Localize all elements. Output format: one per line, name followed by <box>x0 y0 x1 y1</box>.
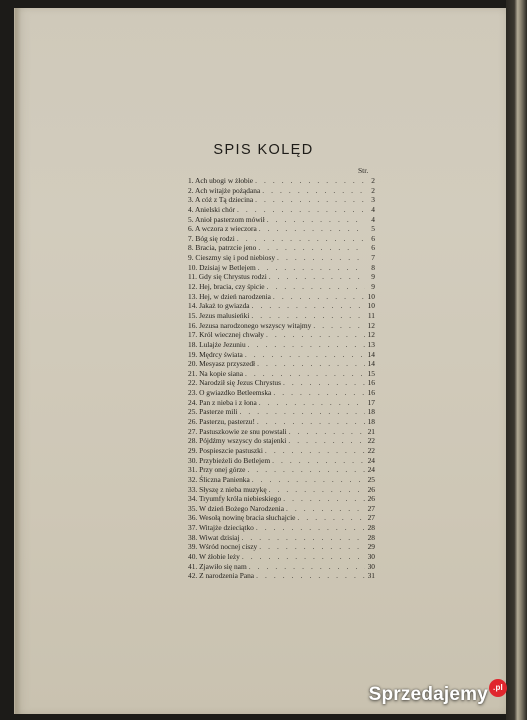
toc-entry-title: 5. Anioł pasterzom mówił <box>188 214 265 224</box>
toc-leader-dots <box>259 398 365 408</box>
toc-entry-page: 12 <box>367 330 375 340</box>
toc-entry-page: 13 <box>367 339 375 349</box>
toc-leader-dots <box>249 562 365 572</box>
toc-leader-dots <box>267 282 365 292</box>
toc-entry-page: 26 <box>367 494 375 504</box>
toc-entry-title: 41. Zjawiło się nam <box>188 561 247 571</box>
toc-entry-title: 3. A cóż z Tą dziecina <box>188 195 254 205</box>
toc-entry <box>188 465 375 475</box>
toc-leader-dots <box>257 417 365 427</box>
toc-leader-dots <box>237 205 365 215</box>
toc-entry <box>188 292 375 302</box>
toc-entry-page: 9 <box>371 282 375 292</box>
toc-entry-title: 12. Hej, bracia, czy śpicie <box>188 282 265 292</box>
toc-entry-page: 8 <box>371 262 375 272</box>
toc-entry-page: 27 <box>367 513 375 523</box>
toc-entry <box>188 195 375 205</box>
toc-entry <box>188 205 375 215</box>
toc-leader-dots <box>252 301 365 311</box>
toc-entry <box>188 571 375 581</box>
toc-entry-page: 14 <box>367 349 375 359</box>
toc-entry-title: 17. Król wiecznej chwały <box>188 330 264 340</box>
toc-entry-title: 24. Pan z nieba i z łona <box>188 397 257 407</box>
toc-leader-dots <box>256 571 365 581</box>
toc-entry <box>188 417 375 427</box>
toc-entry <box>188 504 375 514</box>
toc-entry <box>188 456 375 466</box>
toc-entry-title: 34. Tryumfy króla niebieskiego <box>188 494 282 504</box>
toc-entry-title: 22. Narodził się Jezus Chrystus <box>188 378 281 388</box>
toc-entry-title: 20. Mesyasz przyszedł <box>188 359 256 369</box>
toc-leader-dots <box>283 494 365 504</box>
watermark-badge: .pl <box>489 679 507 697</box>
toc-entry-title: 13. Hej, w dzień narodzenia <box>188 291 271 301</box>
toc-entry-title: 18. Lulajże Jezuniu <box>188 339 246 349</box>
toc-entry-title: 40. W żłobie leży <box>188 551 240 561</box>
toc-entry-title: 28. Pójdźmy wszyscy do stajenki <box>188 436 287 446</box>
toc-entry-page: 27 <box>367 503 375 513</box>
toc-entry-page: 10 <box>367 301 375 311</box>
toc-entry <box>188 407 375 417</box>
toc-leader-dots <box>245 350 365 360</box>
toc-entry <box>188 562 375 572</box>
toc-entry <box>188 224 375 234</box>
toc-leader-dots <box>297 513 365 523</box>
toc-entry <box>188 321 375 331</box>
toc-entry-page: 6 <box>371 243 375 253</box>
toc-entry <box>188 369 375 379</box>
toc-entry-page: 26 <box>367 484 375 494</box>
toc-entry <box>188 446 375 456</box>
toc-leader-dots <box>259 224 365 234</box>
toc-leader-dots <box>269 272 365 282</box>
toc-entry-title: 1. Ach ubogi w żłobie <box>188 176 254 185</box>
toc-entry-page: 16 <box>367 388 375 398</box>
toc-entry <box>188 176 375 186</box>
table-of-contents <box>188 176 375 581</box>
toc-leader-dots <box>258 263 365 273</box>
toc-leader-dots <box>247 465 365 475</box>
toc-leader-dots <box>313 321 365 331</box>
toc-entry-title: 14. Jakaż to gwiazda <box>188 301 250 311</box>
toc-leader-dots <box>248 340 365 350</box>
toc-entry-page: 16 <box>367 378 375 388</box>
toc-entry-title: 30. Przybieżeli do Betlejem <box>188 455 271 465</box>
toc-entry <box>188 542 375 552</box>
toc-entry-page: 25 <box>367 474 375 484</box>
page-title: SPIS KOLĘD <box>213 142 314 158</box>
toc-entry <box>188 272 375 282</box>
toc-entry-title: 42. Z narodzenia Pana <box>188 571 255 581</box>
toc-leader-dots <box>255 176 365 186</box>
toc-leader-dots <box>252 475 365 485</box>
toc-entry-title: 7. Bóg się rodzi <box>188 233 235 243</box>
toc-entry-page: 29 <box>367 542 375 552</box>
toc-leader-dots <box>245 369 365 379</box>
toc-entry <box>188 388 375 398</box>
toc-entry <box>188 340 375 350</box>
toc-entry-page: 30 <box>367 561 375 571</box>
toc-entry-title: 16. Jezusa narodzonego wszyscy witajmy <box>188 320 312 330</box>
toc-entry-page: 21 <box>367 426 375 436</box>
booklet-edge <box>506 0 527 720</box>
toc-entry <box>188 301 375 311</box>
toc-leader-dots <box>273 292 365 302</box>
toc-leader-dots <box>255 195 365 205</box>
toc-leader-dots <box>259 542 365 552</box>
toc-leader-dots <box>242 552 365 562</box>
toc-entry-page: 22 <box>367 436 375 446</box>
toc-entry-page: 12 <box>367 320 375 330</box>
toc-entry-page: 7 <box>371 253 375 263</box>
toc-entry-title: 37. Witajże dzieciątko <box>188 523 254 533</box>
toc-entry-title: 26. Pasterzu, pasterzu! <box>188 417 255 427</box>
toc-entry-page: 15 <box>367 368 375 378</box>
toc-entry <box>188 311 375 321</box>
toc-entry-title: 2. Ach witajże pożądana <box>188 185 261 195</box>
toc-entry-page: 24 <box>367 455 375 465</box>
page-spine-shadow <box>15 8 21 714</box>
toc-entry-title: 29. Pospieszcie pastuszki <box>188 445 263 455</box>
toc-entry-page: 14 <box>367 359 375 369</box>
toc-entry-page: 2 <box>371 185 375 195</box>
toc-entry-page: 2 <box>371 176 375 185</box>
page-column-label: Str. <box>358 166 369 175</box>
toc-entry <box>188 427 375 437</box>
toc-entry-title: 4. Anielski chór <box>188 204 236 214</box>
toc-entry <box>188 552 375 562</box>
toc-entry-title: 25. Pasterze mili <box>188 407 238 417</box>
toc-leader-dots <box>266 330 365 340</box>
toc-entry-page: 5 <box>371 224 375 234</box>
toc-entry <box>188 436 375 446</box>
toc-entry-page: 9 <box>371 272 375 282</box>
toc-entry <box>188 263 375 273</box>
toc-entry-title: 8. Bracia, patrzcie jeno <box>188 243 257 253</box>
toc-entry-title: 19. Mędrcy świata <box>188 349 243 359</box>
toc-leader-dots <box>265 446 365 456</box>
watermark <box>369 684 507 706</box>
toc-entry <box>188 533 375 543</box>
toc-entry <box>188 186 375 196</box>
toc-entry-page: 18 <box>367 417 375 427</box>
toc-leader-dots <box>256 523 365 533</box>
toc-entry <box>188 378 375 388</box>
toc-entry-title: 32. Śliczna Panienka <box>188 474 250 484</box>
toc-entry-page: 28 <box>367 523 375 533</box>
toc-entry-title: 15. Jezus malusieńki <box>188 310 250 320</box>
toc-leader-dots <box>286 504 365 514</box>
toc-entry-page: 28 <box>367 532 375 542</box>
toc-entry-title: 23. O gwiazdko Betleemska <box>188 388 272 398</box>
toc-leader-dots <box>239 407 365 417</box>
toc-leader-dots <box>272 456 365 466</box>
toc-entry-title: 36. Wesołą nowinę bracia słuchajcie <box>188 513 296 523</box>
toc-entry <box>188 234 375 244</box>
toc-entry <box>188 485 375 495</box>
toc-entry-page: 30 <box>367 551 375 561</box>
toc-leader-dots <box>258 243 365 253</box>
toc-entry-page: 22 <box>367 445 375 455</box>
toc-leader-dots <box>277 253 365 263</box>
toc-leader-dots <box>283 378 365 388</box>
toc-entry-page: 24 <box>367 465 375 475</box>
toc-leader-dots <box>251 311 365 321</box>
toc-leader-dots <box>289 427 365 437</box>
toc-entry <box>188 513 375 523</box>
toc-entry-page: 18 <box>367 407 375 417</box>
toc-entry-page: 4 <box>371 204 375 214</box>
toc-leader-dots <box>269 485 365 495</box>
toc-entry-title: 9. Cieszmy się i pod niebiosy <box>188 253 276 263</box>
toc-leader-dots <box>262 186 365 196</box>
toc-entry <box>188 398 375 408</box>
toc-leader-dots <box>273 388 365 398</box>
toc-entry-title: 11. Gdy się Chrystus rodzi <box>188 272 267 282</box>
toc-entry-title: 38. Wiwat dzisiaj <box>188 532 240 542</box>
watermark-text: Sprzedajemy <box>368 684 488 705</box>
toc-entry <box>188 282 375 292</box>
toc-leader-dots <box>267 215 365 225</box>
toc-entry-title: 21. Na kopie siana <box>188 368 244 378</box>
toc-leader-dots <box>288 436 365 446</box>
toc-entry-title: 6. A wczora z wieczora <box>188 224 257 234</box>
toc-entry-title: 33. Słyszę z nieba muzykę <box>188 484 267 494</box>
toc-entry-page: 3 <box>371 195 375 205</box>
toc-entry-page: 31 <box>367 571 375 581</box>
toc-entry-page: 10 <box>367 291 375 301</box>
toc-leader-dots <box>237 234 365 244</box>
toc-entry-title: 10. Dzisiaj w Betlejem <box>188 262 256 272</box>
toc-entry-title: 35. W dzień Bożego Narodzenia <box>188 503 284 513</box>
toc-entry <box>188 253 375 263</box>
toc-entry-title: 27. Pastuszkowie ze snu powstali <box>188 426 287 436</box>
toc-entry <box>188 350 375 360</box>
toc-entry <box>188 359 375 369</box>
toc-entry <box>188 523 375 533</box>
toc-entry <box>188 494 375 504</box>
toc-entry-title: 31. Przy onej górze <box>188 465 246 475</box>
toc-entry-title: 39. Wśród nocnej ciszy <box>188 542 258 552</box>
toc-entry-page: 4 <box>371 214 375 224</box>
toc-entry <box>188 475 375 485</box>
toc-entry <box>188 330 375 340</box>
toc-leader-dots <box>242 533 366 543</box>
toc-entry <box>188 215 375 225</box>
toc-entry <box>188 243 375 253</box>
toc-leader-dots <box>257 359 365 369</box>
toc-entry-page: 11 <box>367 310 375 320</box>
toc-entry-page: 17 <box>367 397 375 407</box>
toc-entry-page: 6 <box>371 233 375 243</box>
